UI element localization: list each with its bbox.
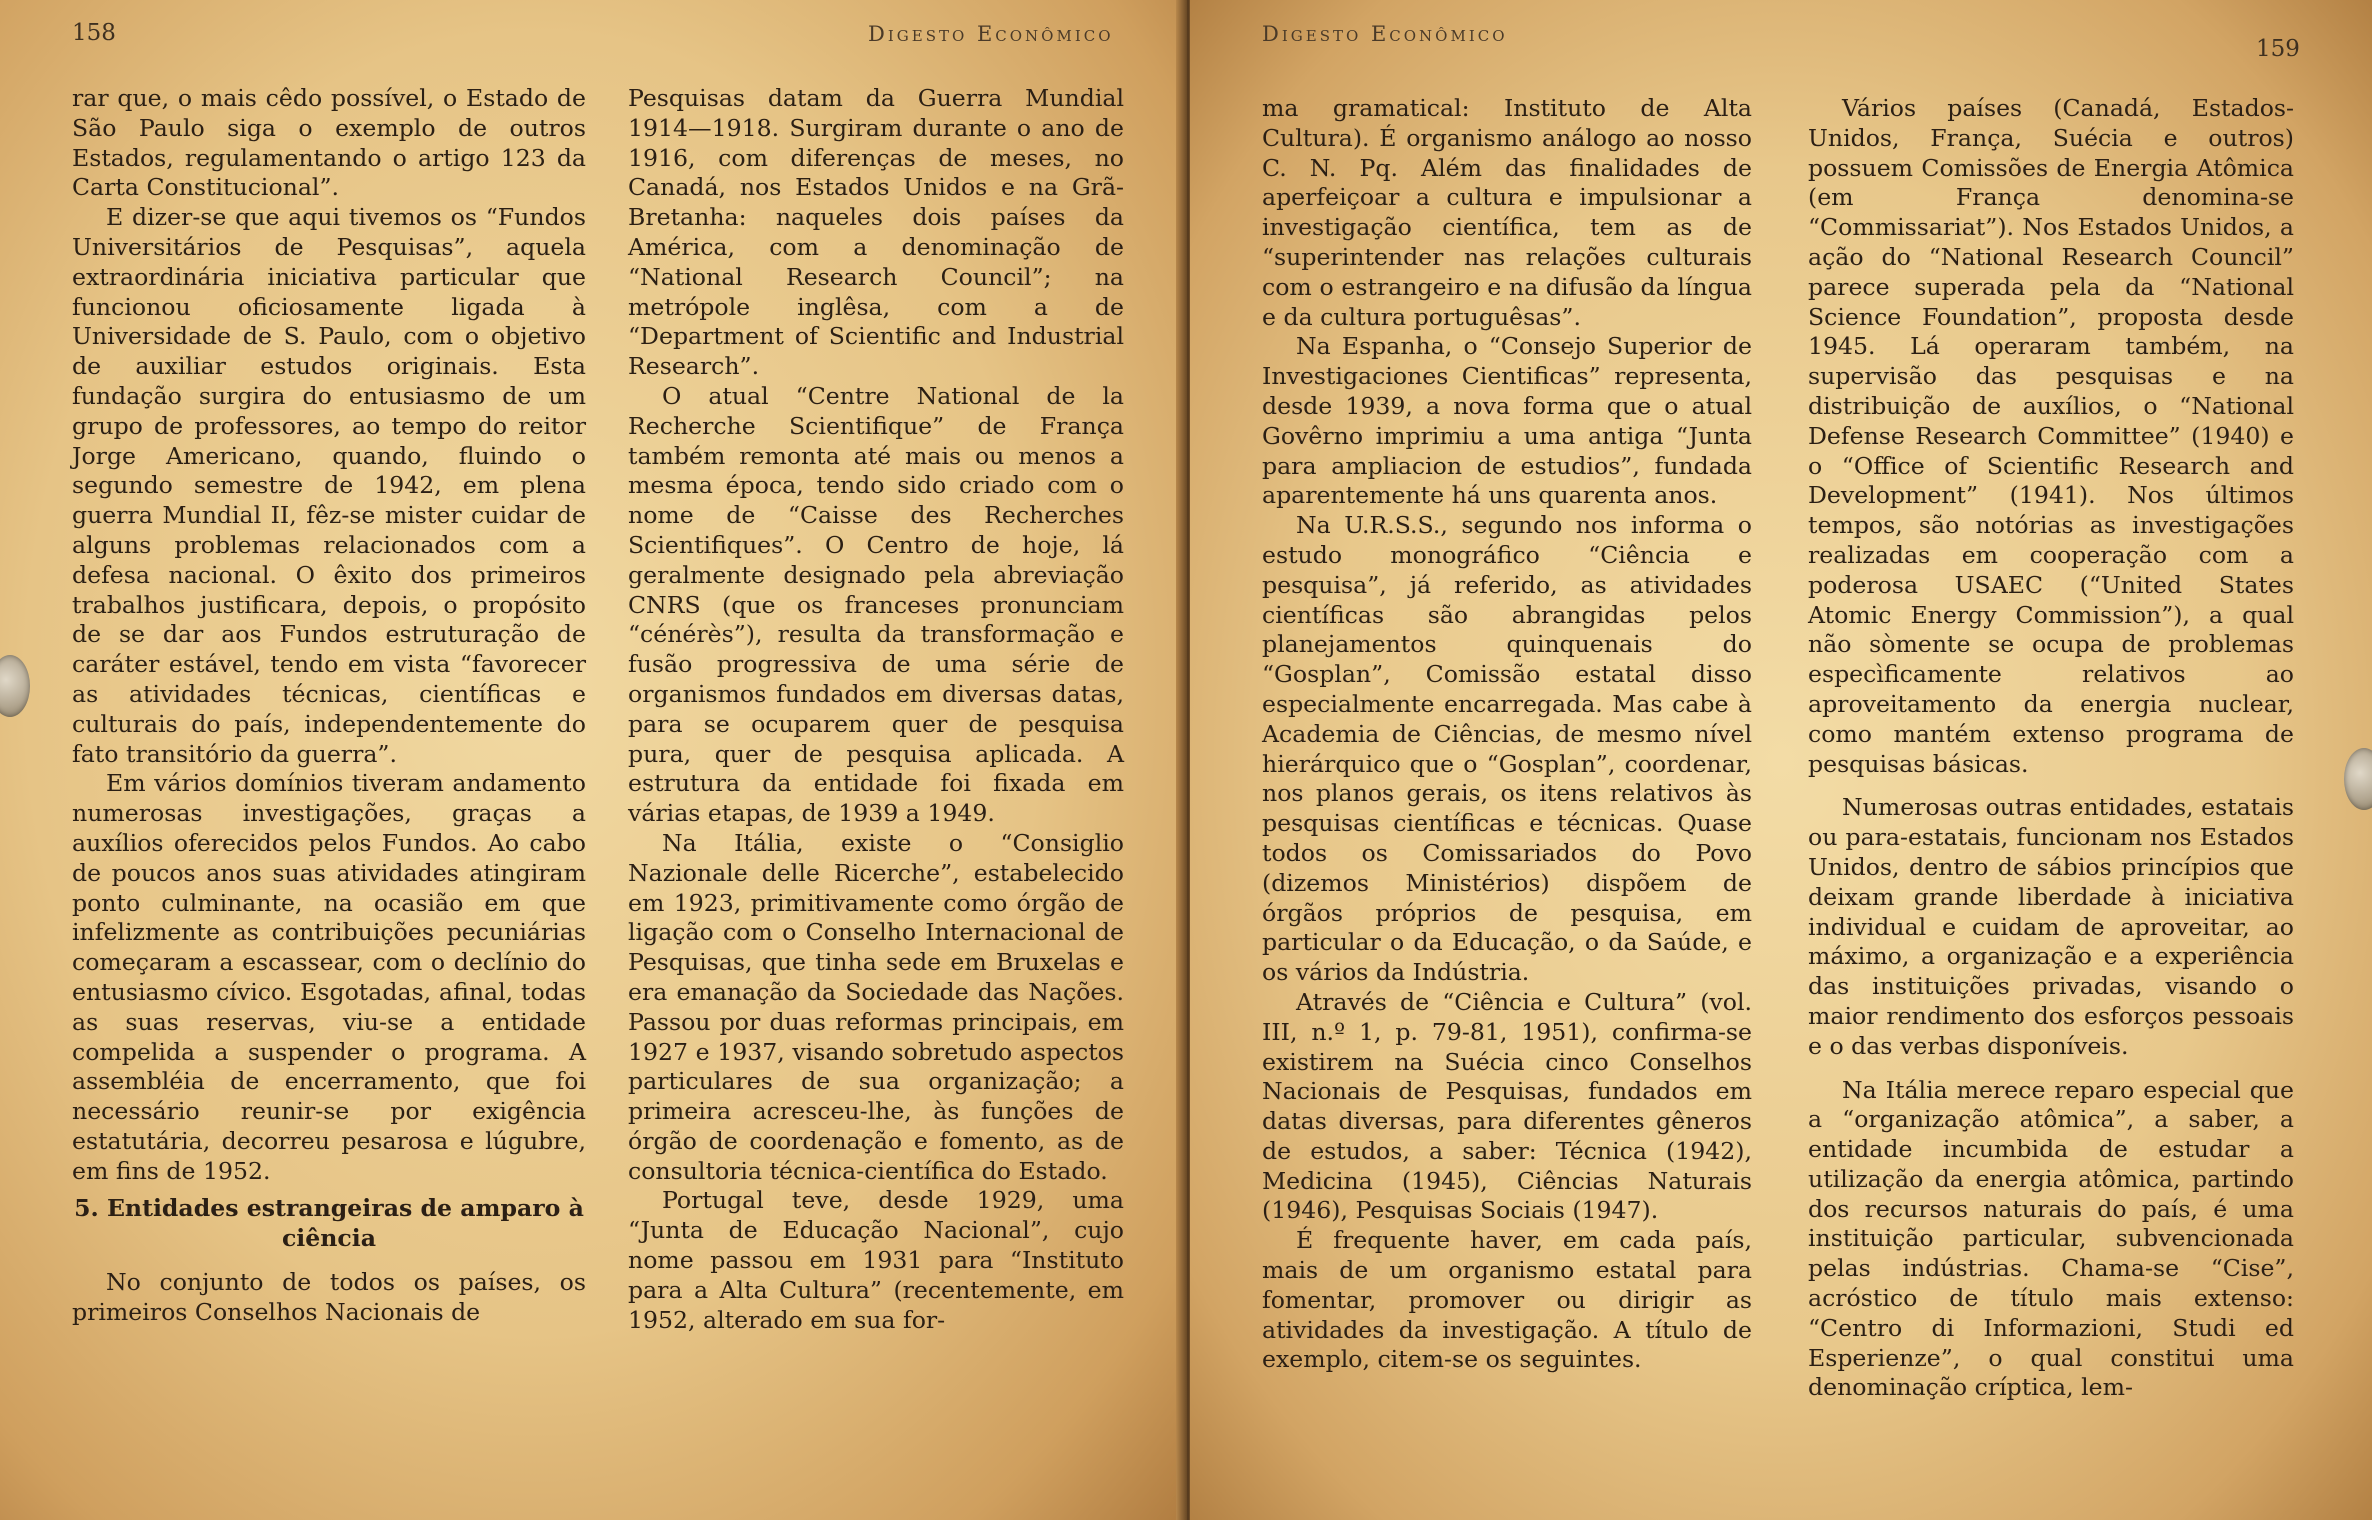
text-column-2 — [1808, 94, 2294, 1403]
paragraph: O atual “Centre National de la Recherche Scientifique” de França também remonta até mais ou menos a mesma época, tendo sido criado com o nome de “Caisse des Recherches Scientifiques”. O Centro de hoje, lá geralmente designado pela abreviação CNRS (que os franceses pronunciam “cénérès”), resulta da transformação e fusão progressiva de uma série de organismos fundados em diversas datas, para se ocuparem quer de pesquisa pura, quer de pesquisa aplicada. A estrutura da entidade foi fixada em várias etapas, de 1939 a 1949. — [628, 381, 1124, 828]
page-number: 158 — [72, 20, 116, 46]
binder-hole — [0, 655, 30, 717]
paragraph: Em vários domínios tiveram andamento numerosas investigações, graças a auxílios oferecidos pelos Fundos. Ao cabo de poucos anos suas atividades atingiram ponto culminante, na ocasião em que infelizmente as contribuições pecuniárias começaram a escassear, com o declínio do entusiasmo cívico. Esgotadas, afinal, todas as suas reservas, viu-se a entidade compelida a suspender o programa. A assembléia de encerramento, que foi necessário reunir-se por exigência estatutária, decorreu pesarosa e lúgubre, em fins de 1952. — [72, 769, 586, 1185]
paragraph: Pesquisas datam da Guerra Mundial 1914—1918. Surgiram durante o ano de 1916, com diferenças de meses, no Canadá, nos Estados Unidos e na Grã-Bretanha: naqueles dois países da América, com a denominação de “National Research Council”; na metrópole inglêsa, com a de “Department of Scientific and Industrial Research”. — [628, 84, 1124, 381]
paragraph: Na U.R.S.S., segundo nos informa o estudo monográfico “Ciência e pesquisa”, já referido, as atividades científicas são abrangidas pelos planejamentos quinquenais do “Gosplan”, Comissão estatal disso especialmente encarregada. Mas cabe à Academia de Ciências, de mesmo nível hierárquico que o “Gosplan”, coordenar, nos planos gerais, os itens relativos às pesquisas científicas e técnicas. Quase todos os Comissariados do Povo (dizemos Ministérios) dispõem de órgãos próprios de pesquisa, em particular o da Educação, o da Saúde, e os vários da Indústria. — [1262, 511, 1752, 987]
paragraph: Vários países (Canadá, Estados-Unidos, França, Suécia e outros) possuem Comissões de Energia Atômica (em França denomina-se “Commissariat”). Nos Estados Unidos, a ação do “National Research Council” parece superada pela da “National Science Foundation”, proposta desde 1945. Lá operaram também, na supervisão das pesquisas e na distribuição de auxílios, o “National Defense Research Committee” (1940) e o “Office of Scientific Research and Development” (1941). Nos últimos tempos, são notórias as investigações realizadas em cooperação com a poderosa USAEC (“United States Atomic Energy Commission”), a qual não sòmente se ocupa de problemas especìficamente relativos ao aproveitamento da energia nuclear, como mantém extenso programa de pesquisas básicas. — [1808, 94, 2294, 778]
section-heading: 5. Entidades estrangeiras de amparo à ciência — [74, 1194, 584, 1253]
paragraph: No conjunto de todos os países, os primeiros Conselhos Nacionais de — [72, 1268, 586, 1326]
paragraph: E dizer-se que aqui tivemos os “Fundos Universitários de Pesquisas”, aquela extraordinária iniciativa particular que funcionou oficiosamente ligada à Universidade de S. Paulo, com o objetivo de auxiliar estudos originais. Esta fundação surgira do entusiasmo de um grupo de professores, ao tempo do reitor Jorge Americano, quando, fluindo o segundo semestre de 1942, em plena guerra Mundial II, fêz-se mister cuidar de alguns problemas relacionados com a defesa nacional. O êxito dos primeiros trabalhos justificara, depois, o propósito de se dar aos Fundos estruturação de caráter estável, tendo em vista “favorecer as atividades técnicas, científicas e culturais do país, independentemente do fato transitório da guerra”. — [72, 203, 586, 768]
right-page — [1190, 0, 2372, 1520]
paragraph: É frequente haver, em cada país, mais de um organismo estatal para fomentar, promover ou dirigir as atividades da investigação. A título de exemplo, citem-se os seguintes. — [1262, 1226, 1752, 1374]
text-column-1 — [1262, 94, 1752, 1375]
running-head: Digesto Econômico — [1262, 22, 1508, 46]
paragraph: Numerosas outras entidades, estatais ou para-estatais, funcionam nos Estados Unidos, dentro de sábios princípios que deixam grande liberdade à iniciativa individual e cuidam de aproveitar, ao máximo, a organização e a experiência das instituições privadas, visando o maior rendimento dos esforços pessoais e o das verbas disponíveis. — [1808, 793, 2294, 1060]
binder-hole — [2344, 748, 2372, 810]
page-number: 159 — [2256, 36, 2300, 62]
paragraph: ma gramatical: Instituto de Alta Cultura). É organismo análogo ao nosso C. N. Pq. Além das finalidades de aperfeiçoar a cultura e impulsionar a investigação científica, tem as de “superintender nas relações culturais com o estrangeiro e na difusão da língua e da cultura portuguêsas”. — [1262, 94, 1752, 331]
paragraph: rar que, o mais cêdo possível, o Estado de São Paulo siga o exemplo de outros Estados, regulamentando o artigo 123 da Carta Constitucional”. — [72, 84, 586, 202]
paragraph: Através de “Ciência e Cultura” (vol. III, n.º 1, p. 79-81, 1951), confirma-se existirem na Suécia cinco Conselhos Nacionais de Pesquisas, fundados em datas diversas, para diferentes gêneros de estudos, a saber: Técnica (1942), Medicina (1945), Ciências Naturais (1946), Pesquisas Sociais (1947). — [1262, 987, 1752, 1225]
paragraph: Na Itália merece reparo especial que a “organização atômica”, a saber, a entidade incumbida de estudar a utilização da energia atômica, partindo dos recursos naturais do país, é uma instituição particular, subvencionada pelas indústrias. Chama-se “Cise”, acróstico de título mais extenso: “Centro di Informazioni, Studi ed Esperienze”, o qual constitui uma denominação críptica, lem- — [1808, 1075, 2294, 1402]
paragraph: Na Espanha, o “Consejo Superior de Investigaciones Cientificas” representa, desde 1939, a nova forma que o atual Govêrno imprimiu a uma antiga “Junta para ampliacion de estudios”, fundada aparentemente há uns quarenta anos. — [1262, 332, 1752, 510]
text-column-2 — [628, 84, 1124, 1335]
paragraph: Na Itália, existe o “Consiglio Nazionale delle Ricerche”, estabelecido em 1923, primitivamente como órgão de ligação com o Conselho Internacional de Pesquisas, que tinha sede em Bruxelas e era emanação da Sociedade das Nações. Passou por duas reformas principais, em 1927 e 1937, visando sobretudo aspectos particulares de sua organização; a primeira acresceu-lhe, às funções de órgão de coordenação e fomento, as de consultoria técnica-científica do Estado. — [628, 828, 1124, 1185]
paragraph: Portugal teve, desde 1929, uma “Junta de Educação Nacional”, cujo nome passou em 1931 para “Instituto para a Alta Cultura” (recentemente, em 1952, alterado em sua for- — [628, 1186, 1124, 1334]
text-column-1 — [72, 84, 586, 1328]
running-head: Digesto Econômico — [868, 22, 1114, 46]
